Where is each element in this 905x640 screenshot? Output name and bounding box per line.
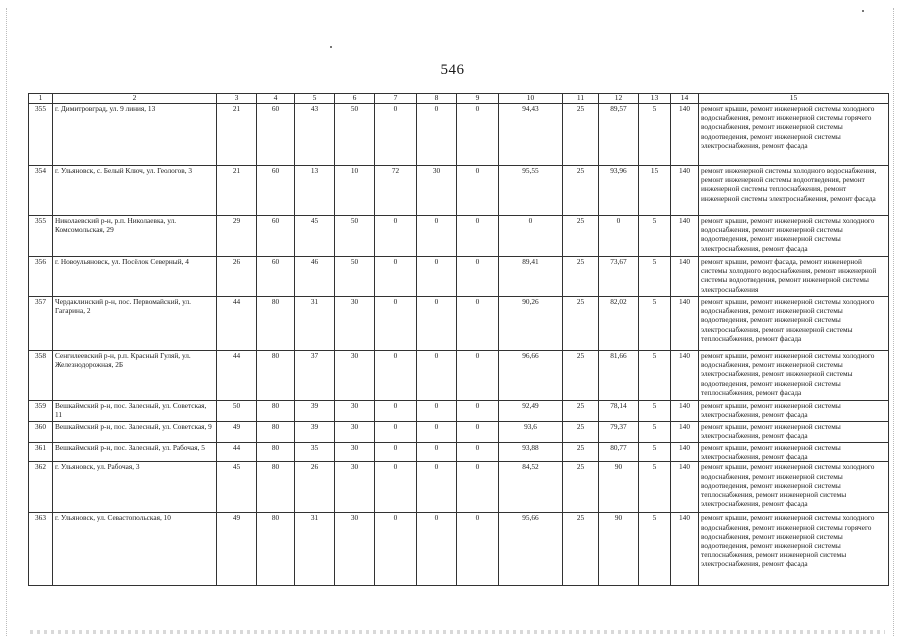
value-cell-c10: 95,66 [499, 513, 563, 586]
value-cell-c10: 0 [499, 216, 563, 257]
repair-works-cell: ремонт крыши, ремонт фасада, ремонт инженерной системы холодного водоснабжения, ремонт инженерной системы водоотведения, ремонт инженерной системы электроснабжения [699, 257, 889, 297]
value-cell-c10: 95,55 [499, 166, 563, 216]
value-cell-c6: 50 [335, 104, 375, 166]
value-cell-c3: 21 [217, 166, 257, 216]
value-cell-c12: 79,37 [599, 422, 639, 443]
value-cell-c10: 92,49 [499, 401, 563, 422]
address-cell: г. Ульяновск, с. Белый Ключ, ул. Геологов, 3 [53, 166, 217, 216]
value-cell-c12: 89,57 [599, 104, 639, 166]
value-cell-c5: 46 [295, 257, 335, 297]
column-header: 13 [639, 94, 671, 104]
repair-works-cell: ремонт крыши, ремонт инженерной системы холодного водоснабжения, ремонт инженерной системы горячего водоснабжения, ремонт инженерной системы водоотведения, ремонт инженерной системы электроснабжения, ремонт фасада [699, 104, 889, 166]
row-number: 360 [29, 422, 53, 443]
value-cell-c5: 26 [295, 462, 335, 513]
value-cell-c7: 0 [375, 401, 417, 422]
repair-works-cell: ремонт крыши, ремонт инженерной системы холодного водоснабжения, ремонт инженерной системы электроснабжения, ремонт инженерной системы водоотведения, ремонт инженерной системы теплоснабжения, ремонт фасада [699, 351, 889, 401]
row-number: 362 [29, 462, 53, 513]
value-cell-c7: 0 [375, 443, 417, 462]
value-cell-c7: 0 [375, 297, 417, 351]
value-cell-c13: 15 [639, 166, 671, 216]
value-cell-c11: 25 [563, 513, 599, 586]
table-row [29, 462, 889, 513]
repair-works-cell: ремонт крыши, ремонт инженерной системы холодного водоснабжения, ремонт инженерной системы водоотведения, ремонт инженерной системы теплоснабжения, ремонт инженерной системы электроснабжения, ремонт фасада [699, 462, 889, 513]
value-cell-c9: 0 [457, 462, 499, 513]
value-cell-c12: 0 [599, 216, 639, 257]
value-cell-c13: 5 [639, 462, 671, 513]
value-cell-c11: 25 [563, 422, 599, 443]
column-header: 7 [375, 94, 417, 104]
value-cell-c12: 80,77 [599, 443, 639, 462]
value-cell-c10: 93,88 [499, 443, 563, 462]
value-cell-c9: 0 [457, 513, 499, 586]
value-cell-c8: 0 [417, 422, 457, 443]
value-cell-c7: 0 [375, 351, 417, 401]
address-cell: Сенгилеевский р-н, р.п. Красный Гуляй, ул. Железнодорожная, 2Б [53, 351, 217, 401]
row-number: 361 [29, 443, 53, 462]
value-cell-c6: 30 [335, 351, 375, 401]
repair-works-cell: ремонт крыши, ремонт инженерной системы электроснабжения, ремонт фасада [699, 401, 889, 422]
scan-speck [862, 10, 864, 12]
value-cell-c13: 5 [639, 351, 671, 401]
value-cell-c12: 90 [599, 513, 639, 586]
column-header: 4 [257, 94, 295, 104]
value-cell-c6: 10 [335, 166, 375, 216]
value-cell-c7: 0 [375, 104, 417, 166]
value-cell-c6: 30 [335, 297, 375, 351]
value-cell-c3: 21 [217, 104, 257, 166]
value-cell-c4: 60 [257, 257, 295, 297]
repair-works-cell: ремонт крыши, ремонт инженерной системы холодного водоснабжения, ремонт инженерной системы горячего водоснабжения, ремонт инженерной системы водоотведения, ремонт инженерной системы теплоснабжения, ремонт инженерной системы электроснабжения, ремонт фасада [699, 513, 889, 586]
column-header: 5 [295, 94, 335, 104]
value-cell-c5: 13 [295, 166, 335, 216]
column-header: 9 [457, 94, 499, 104]
value-cell-c3: 44 [217, 351, 257, 401]
value-cell-c3: 44 [217, 443, 257, 462]
value-cell-c13: 5 [639, 422, 671, 443]
value-cell-c13: 5 [639, 257, 671, 297]
value-cell-c9: 0 [457, 401, 499, 422]
value-cell-c3: 45 [217, 462, 257, 513]
value-cell-c7: 0 [375, 513, 417, 586]
address-cell: Вешкаймский р-н, пос. Залесный, ул. Рабочая, 5 [53, 443, 217, 462]
value-cell-c9: 0 [457, 166, 499, 216]
value-cell-c3: 29 [217, 216, 257, 257]
value-cell-c12: 93,96 [599, 166, 639, 216]
column-header: 15 [699, 94, 889, 104]
column-header: 2 [53, 94, 217, 104]
value-cell-c13: 5 [639, 401, 671, 422]
value-cell-c5: 45 [295, 216, 335, 257]
value-cell-c4: 80 [257, 351, 295, 401]
value-cell-c5: 31 [295, 297, 335, 351]
value-cell-c3: 49 [217, 422, 257, 443]
value-cell-c10: 89,41 [499, 257, 563, 297]
repair-works-cell: ремонт крыши, ремонт инженерной системы холодного водоснабжения, ремонт инженерной системы водоотведения, ремонт инженерной системы электроснабжения, ремонт фасада [699, 216, 889, 257]
value-cell-c4: 80 [257, 297, 295, 351]
value-cell-c13: 5 [639, 443, 671, 462]
value-cell-c4: 80 [257, 513, 295, 586]
value-cell-c6: 50 [335, 257, 375, 297]
column-header: 3 [217, 94, 257, 104]
address-cell: г. Новоульяновск, ул. Посёлок Северный, 4 [53, 257, 217, 297]
value-cell-c10: 90,26 [499, 297, 563, 351]
row-number: 359 [29, 401, 53, 422]
value-cell-c14: 140 [671, 422, 699, 443]
value-cell-c14: 140 [671, 351, 699, 401]
column-header: 1 [29, 94, 53, 104]
table-row [29, 401, 889, 422]
value-cell-c7: 0 [375, 422, 417, 443]
table-row [29, 166, 889, 216]
value-cell-c9: 0 [457, 422, 499, 443]
row-number: 355 [29, 216, 53, 257]
value-cell-c5: 39 [295, 422, 335, 443]
table-row [29, 351, 889, 401]
value-cell-c12: 78,14 [599, 401, 639, 422]
row-number: 357 [29, 297, 53, 351]
value-cell-c5: 37 [295, 351, 335, 401]
value-cell-c11: 25 [563, 166, 599, 216]
value-cell-c12: 82,02 [599, 297, 639, 351]
value-cell-c14: 140 [671, 257, 699, 297]
value-cell-c13: 5 [639, 297, 671, 351]
repair-works-cell: ремонт крыши, ремонт инженерной системы электроснабжения, ремонт фасада [699, 422, 889, 443]
value-cell-c8: 0 [417, 443, 457, 462]
value-cell-c4: 80 [257, 422, 295, 443]
value-cell-c8: 0 [417, 513, 457, 586]
value-cell-c14: 140 [671, 513, 699, 586]
repair-works-cell: ремонт крыши, ремонт инженерной системы холодного водоснабжения, ремонт инженерной системы водоотведения, ремонт инженерной системы электроснабжения, ремонт инженерной системы теплоснабжения, ремонт фасада [699, 297, 889, 351]
value-cell-c6: 50 [335, 216, 375, 257]
table-row [29, 104, 889, 166]
address-cell: Вешкаймский р-н, пос. Залесный, ул. Советская, 9 [53, 422, 217, 443]
table-row [29, 443, 889, 462]
value-cell-c10: 96,66 [499, 351, 563, 401]
value-cell-c12: 73,67 [599, 257, 639, 297]
value-cell-c14: 140 [671, 166, 699, 216]
value-cell-c13: 5 [639, 104, 671, 166]
column-header: 8 [417, 94, 457, 104]
value-cell-c7: 0 [375, 462, 417, 513]
value-cell-c3: 26 [217, 257, 257, 297]
value-cell-c14: 140 [671, 104, 699, 166]
value-cell-c11: 25 [563, 257, 599, 297]
value-cell-c4: 80 [257, 462, 295, 513]
value-cell-c4: 60 [257, 104, 295, 166]
value-cell-c9: 0 [457, 351, 499, 401]
column-header: 12 [599, 94, 639, 104]
value-cell-c5: 35 [295, 443, 335, 462]
value-cell-c6: 30 [335, 462, 375, 513]
value-cell-c11: 25 [563, 216, 599, 257]
value-cell-c5: 43 [295, 104, 335, 166]
value-cell-c3: 50 [217, 401, 257, 422]
table-row [29, 297, 889, 351]
value-cell-c8: 0 [417, 351, 457, 401]
value-cell-c14: 140 [671, 462, 699, 513]
value-cell-c6: 30 [335, 443, 375, 462]
scan-speck [330, 46, 332, 48]
value-cell-c4: 80 [257, 443, 295, 462]
value-cell-c6: 30 [335, 401, 375, 422]
address-cell: г. Ульяновск, ул. Рабочая, 3 [53, 462, 217, 513]
repair-works-cell: ремонт инженерной системы холодного водоснабжения, ремонт инженерной системы водоотведения, ремонт инженерной системы теплоснабжения, ремонт инженерной системы электроснабжения, ремонт фасада [699, 166, 889, 216]
value-cell-c8: 0 [417, 462, 457, 513]
table-row [29, 257, 889, 297]
value-cell-c3: 44 [217, 297, 257, 351]
value-cell-c11: 25 [563, 104, 599, 166]
value-cell-c7: 72 [375, 166, 417, 216]
value-cell-c6: 30 [335, 422, 375, 443]
value-cell-c11: 25 [563, 462, 599, 513]
value-cell-c9: 0 [457, 257, 499, 297]
value-cell-c6: 30 [335, 513, 375, 586]
value-cell-c14: 140 [671, 443, 699, 462]
row-number: 354 [29, 166, 53, 216]
value-cell-c13: 5 [639, 216, 671, 257]
page-number: 546 [440, 62, 465, 78]
value-cell-c8: 0 [417, 297, 457, 351]
column-header: 14 [671, 94, 699, 104]
row-number: 355 [29, 104, 53, 166]
row-number: 363 [29, 513, 53, 586]
value-cell-c5: 39 [295, 401, 335, 422]
value-cell-c14: 140 [671, 297, 699, 351]
value-cell-c9: 0 [457, 297, 499, 351]
table-row [29, 422, 889, 443]
value-cell-c11: 25 [563, 351, 599, 401]
value-cell-c7: 0 [375, 257, 417, 297]
value-cell-c11: 25 [563, 443, 599, 462]
column-header: 11 [563, 94, 599, 104]
value-cell-c5: 31 [295, 513, 335, 586]
address-cell: Вешкаймский р-н, пос. Залесный, ул. Советская, 11 [53, 401, 217, 422]
column-header: 6 [335, 94, 375, 104]
value-cell-c4: 60 [257, 216, 295, 257]
table-row [29, 216, 889, 257]
housing-repair-table [28, 93, 889, 586]
value-cell-c8: 0 [417, 104, 457, 166]
address-cell: Николаевский р-н, р.п. Николаевка, ул. Комсомольская, 29 [53, 216, 217, 257]
value-cell-c4: 80 [257, 401, 295, 422]
value-cell-c12: 81,66 [599, 351, 639, 401]
value-cell-c14: 140 [671, 401, 699, 422]
scan-artifact-strip [30, 630, 885, 634]
value-cell-c8: 0 [417, 216, 457, 257]
table-row [29, 513, 889, 586]
value-cell-c7: 0 [375, 216, 417, 257]
value-cell-c8: 0 [417, 401, 457, 422]
header-row [29, 94, 889, 104]
address-cell: г. Ульяновск, ул. Севастопольская, 10 [53, 513, 217, 586]
value-cell-c14: 140 [671, 216, 699, 257]
value-cell-c11: 25 [563, 297, 599, 351]
row-number: 356 [29, 257, 53, 297]
value-cell-c3: 49 [217, 513, 257, 586]
column-header: 10 [499, 94, 563, 104]
value-cell-c8: 0 [417, 257, 457, 297]
value-cell-c4: 60 [257, 166, 295, 216]
value-cell-c10: 93,6 [499, 422, 563, 443]
value-cell-c9: 0 [457, 216, 499, 257]
repair-works-cell: ремонт крыши, ремонт инженерной системы электроснабжения, ремонт фасада [699, 443, 889, 462]
address-cell: Чердаклинский р-н, пос. Первомайский, ул. Гагарина, 2 [53, 297, 217, 351]
value-cell-c13: 5 [639, 513, 671, 586]
value-cell-c8: 30 [417, 166, 457, 216]
value-cell-c12: 90 [599, 462, 639, 513]
value-cell-c9: 0 [457, 104, 499, 166]
value-cell-c10: 94,43 [499, 104, 563, 166]
row-number: 358 [29, 351, 53, 401]
value-cell-c11: 25 [563, 401, 599, 422]
value-cell-c9: 0 [457, 443, 499, 462]
value-cell-c10: 84,52 [499, 462, 563, 513]
address-cell: г. Димитровград, ул. 9 линия, 13 [53, 104, 217, 166]
